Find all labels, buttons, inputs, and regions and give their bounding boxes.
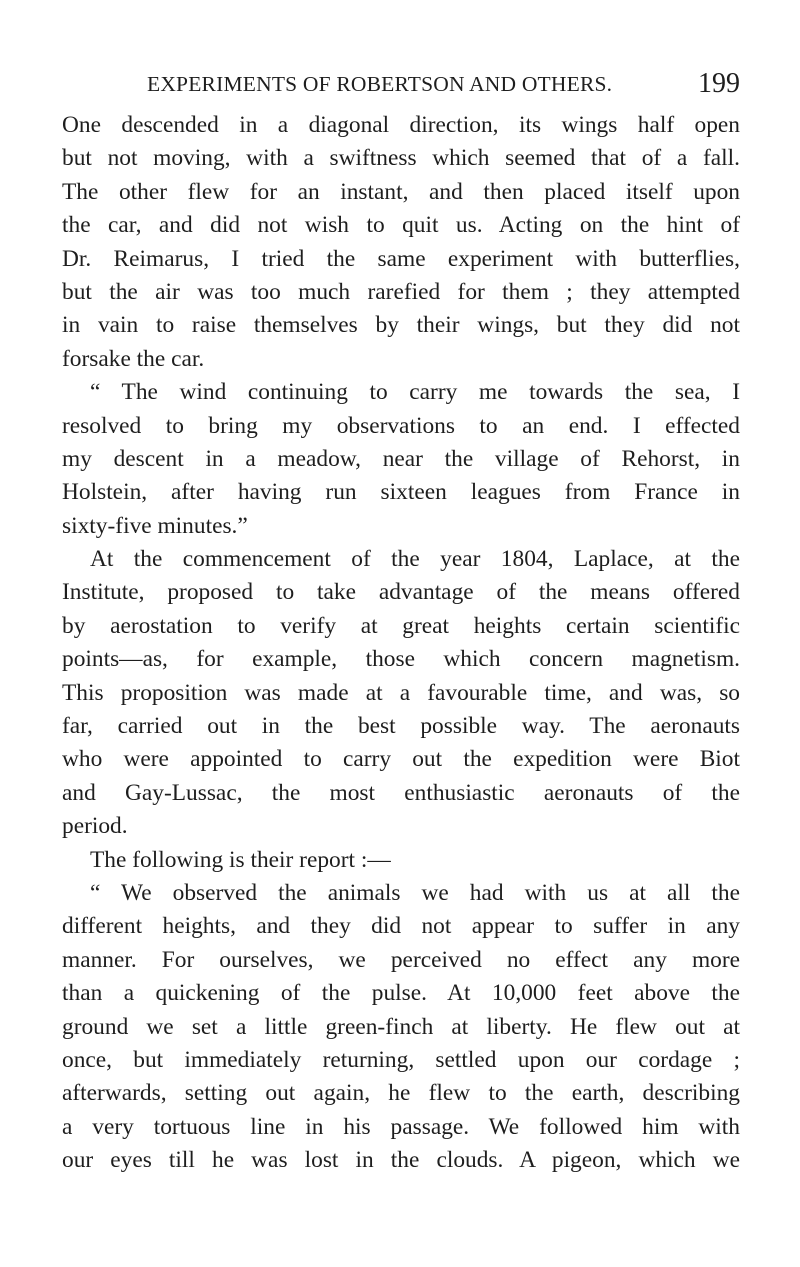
- running-head: [62, 68, 740, 100]
- text-line: my descent in a meadow, near the village of Rehorst, in: [62, 445, 740, 472]
- text-line: and Gay-Lussac, the most enthusiastic aeronauts of the: [62, 779, 740, 806]
- text-line: the car, and did not wish to quit us. Acting on the hint of: [62, 212, 740, 239]
- text-line: The other flew for an instant, and then placed itself upon: [62, 178, 740, 205]
- text-line: Holstein, after having run sixteen leagues from France in: [62, 479, 740, 506]
- running-head-title: EXPERIMENTS OF ROBERTSON AND OTHERS.: [147, 72, 613, 96]
- text-line: forsake the car.: [62, 345, 205, 372]
- text-line: ground we set a little green-finch at liberty. He flew out at: [62, 1013, 740, 1040]
- text-line: our eyes till he was lost in the clouds. A pigeon, which we: [62, 1147, 740, 1174]
- text-line: than a quickening of the pulse. At 10,000 feet above the: [62, 980, 740, 1007]
- text-line: far, carried out in the best possible way. The aeronauts: [62, 713, 740, 740]
- text-line: by aerostation to verify at great heights certain scientific: [62, 612, 740, 639]
- text-line: This proposition was made at a favourable time, and was, so: [62, 679, 740, 706]
- text-line: “ We observed the animals we had with us at all the: [90, 879, 740, 906]
- text-line: afterwards, setting out again, he flew to the earth, describing: [62, 1080, 740, 1107]
- text-line: but the air was too much rarefied for them ; they attempted: [62, 278, 740, 305]
- text-line: Dr. Reimarus, I tried the same experiment with butterflies,: [62, 245, 740, 272]
- text-line: resolved to bring my observations to an end. I effected: [62, 412, 740, 439]
- text-line: different heights, and they did not appear to suffer in any: [62, 913, 740, 940]
- text-line: One descended in a diagonal direction, its wings half open: [62, 112, 740, 138]
- text-line: sixty-five minutes.”: [62, 512, 248, 539]
- text-line: in vain to raise themselves by their wings, but they did not: [62, 312, 740, 339]
- text-line: At the commencement of the year 1804, Laplace, at the: [90, 546, 740, 573]
- text-line: who were appointed to carry out the expedition were Biot: [62, 746, 740, 773]
- text-line: but not moving, with a swiftness which seemed that of a fall.: [62, 145, 740, 172]
- page-number: 199: [698, 68, 740, 99]
- text-line: Institute, proposed to take advantage of the means offered: [62, 579, 740, 606]
- text-line: “ The wind continuing to carry me towards the sea, I: [90, 379, 740, 406]
- text-line: a very tortuous line in his passage. We followed him with: [62, 1113, 740, 1140]
- text-line: once, but immediately returning, settled upon our cordage ;: [62, 1046, 740, 1073]
- text-line: manner. For ourselves, we perceived no effect any more: [62, 946, 740, 973]
- body-text: [62, 109, 740, 1178]
- text-line: The following is their report :—: [90, 846, 391, 873]
- text-line: period.: [62, 813, 128, 840]
- text-line: points—as, for example, those which concern magnetism.: [62, 646, 740, 673]
